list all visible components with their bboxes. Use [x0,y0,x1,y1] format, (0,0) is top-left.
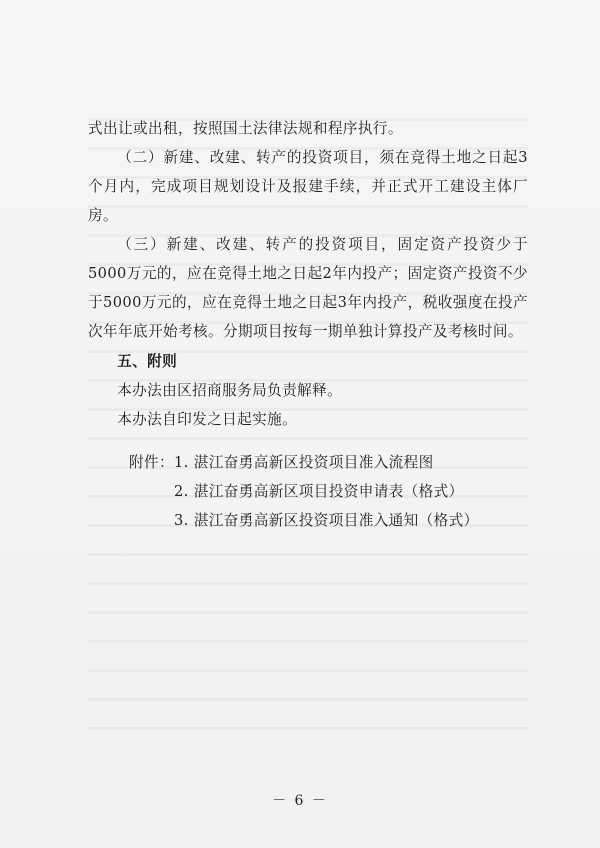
paragraph-item-2: （二）新建、改建、转产的投资项目，须在竞得土地之日起3个月内，完成项目规划设计及报建手续，并正式开工建设主体厂房。 [88,149,528,224]
paragraph-item-3: （三）新建、改建、转产的投资项目，固定资产投资少于5000万元的，应在竞得土地之日起2年内投产；固定资产投资不少于5000万元的，应在竞得土地之日起3年内投产，税收强度在投产次年年底开始考核。分期项目按每一期单独计算投产及考核时间。 [88,236,528,340]
paragraph-continuation: 式出让或出租，按照国土法律法规和程序执行。 [88,120,403,137]
section-heading: 五、附则 [117,353,178,370]
attachments-block [88,448,528,535]
document-body [88,114,528,535]
attachment-item-2: 2. 湛江奋勇高新区项目投资申请表（格式） [174,483,464,500]
attachments-label: 附件： [129,454,174,471]
attachment-item-1: 1. 湛江奋勇高新区投资项目准入流程图 [174,454,434,471]
closing-line-1: 本办法由区招商服务局负责解释。 [117,382,343,399]
attachments-list [174,448,528,535]
page-number: － 6 － [272,793,328,809]
closing-line-2: 本办法自印发之日起实施。 [117,411,298,428]
spacer [88,434,528,448]
attachment-item-3: 3. 湛江奋勇高新区投资项目准入通知（格式） [174,512,479,529]
